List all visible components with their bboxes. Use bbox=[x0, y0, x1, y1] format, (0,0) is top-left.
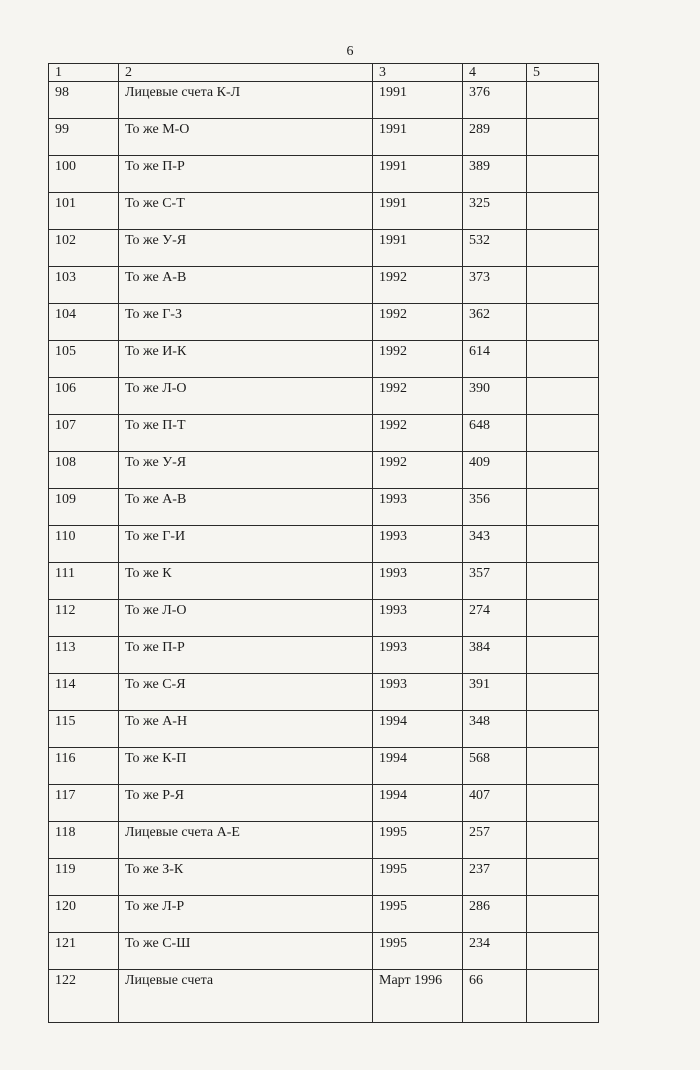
item-number-cell: 105 bbox=[49, 341, 119, 378]
item-number-cell: 108 bbox=[49, 452, 119, 489]
item-count-cell: 391 bbox=[463, 674, 527, 711]
item-number-cell: 117 bbox=[49, 785, 119, 822]
item-count-cell: 407 bbox=[463, 785, 527, 822]
item-count-cell: 356 bbox=[463, 489, 527, 526]
item-note-cell bbox=[527, 341, 599, 378]
item-count-cell: 325 bbox=[463, 193, 527, 230]
item-number-cell: 122 bbox=[49, 970, 119, 1023]
table-row bbox=[49, 193, 599, 230]
item-note-cell bbox=[527, 230, 599, 267]
item-year-cell: 1993 bbox=[373, 674, 463, 711]
item-note-cell bbox=[527, 859, 599, 896]
item-year-cell: 1991 bbox=[373, 119, 463, 156]
item-note-cell bbox=[527, 156, 599, 193]
item-year-cell: 1991 bbox=[373, 193, 463, 230]
table-row bbox=[49, 341, 599, 378]
table-row bbox=[49, 674, 599, 711]
table-row bbox=[49, 822, 599, 859]
item-title-cell: То же Л-О bbox=[119, 378, 373, 415]
item-number-cell: 102 bbox=[49, 230, 119, 267]
table-row bbox=[49, 230, 599, 267]
table-row bbox=[49, 748, 599, 785]
item-note-cell bbox=[527, 452, 599, 489]
item-title-cell: То же Г-З bbox=[119, 304, 373, 341]
item-number-cell: 101 bbox=[49, 193, 119, 230]
table-row bbox=[49, 267, 599, 304]
item-year-cell: 1995 bbox=[373, 822, 463, 859]
item-year-cell: 1991 bbox=[373, 82, 463, 119]
item-note-cell bbox=[527, 637, 599, 674]
item-title-cell: То же П-Т bbox=[119, 415, 373, 452]
item-title-cell: То же А-Н bbox=[119, 711, 373, 748]
item-year-cell: 1992 bbox=[373, 452, 463, 489]
item-title-cell: То же П-Р bbox=[119, 156, 373, 193]
table-row bbox=[49, 600, 599, 637]
table-row bbox=[49, 563, 599, 600]
item-note-cell bbox=[527, 415, 599, 452]
item-note-cell bbox=[527, 822, 599, 859]
item-note-cell bbox=[527, 970, 599, 1023]
item-year-cell: 1992 bbox=[373, 267, 463, 304]
table-row bbox=[49, 82, 599, 119]
item-year-cell: 1992 bbox=[373, 378, 463, 415]
item-count-cell: 289 bbox=[463, 119, 527, 156]
item-title-cell: То же Р-Я bbox=[119, 785, 373, 822]
item-number-cell: 116 bbox=[49, 748, 119, 785]
item-year-cell: 1992 bbox=[373, 415, 463, 452]
item-count-cell: 237 bbox=[463, 859, 527, 896]
item-title-cell: То же Л-Р bbox=[119, 896, 373, 933]
item-count-cell: 648 bbox=[463, 415, 527, 452]
item-number-cell: 106 bbox=[49, 378, 119, 415]
item-note-cell bbox=[527, 933, 599, 970]
item-title-cell: То же К-П bbox=[119, 748, 373, 785]
item-number-cell: 98 bbox=[49, 82, 119, 119]
item-title-cell: То же К bbox=[119, 563, 373, 600]
item-number-cell: 110 bbox=[49, 526, 119, 563]
item-title-cell: Лицевые счета bbox=[119, 970, 373, 1023]
item-count-cell: 66 bbox=[463, 970, 527, 1023]
item-title-cell: То же З-К bbox=[119, 859, 373, 896]
item-count-cell: 257 bbox=[463, 822, 527, 859]
item-count-cell: 384 bbox=[463, 637, 527, 674]
item-count-cell: 376 bbox=[463, 82, 527, 119]
table-row bbox=[49, 896, 599, 933]
item-count-cell: 614 bbox=[463, 341, 527, 378]
item-number-cell: 100 bbox=[49, 156, 119, 193]
item-year-cell: 1992 bbox=[373, 304, 463, 341]
column-header-2: 2 bbox=[119, 64, 373, 82]
item-year-cell: 1995 bbox=[373, 933, 463, 970]
item-year-cell: 1994 bbox=[373, 711, 463, 748]
item-number-cell: 115 bbox=[49, 711, 119, 748]
item-title-cell: Лицевые счета К-Л bbox=[119, 82, 373, 119]
item-year-cell: 1993 bbox=[373, 600, 463, 637]
item-number-cell: 111 bbox=[49, 563, 119, 600]
item-count-cell: 274 bbox=[463, 600, 527, 637]
table-row bbox=[49, 711, 599, 748]
item-number-cell: 109 bbox=[49, 489, 119, 526]
item-count-cell: 373 bbox=[463, 267, 527, 304]
item-note-cell bbox=[527, 378, 599, 415]
table-row bbox=[49, 304, 599, 341]
item-note-cell bbox=[527, 748, 599, 785]
item-number-cell: 107 bbox=[49, 415, 119, 452]
item-count-cell: 389 bbox=[463, 156, 527, 193]
item-number-cell: 113 bbox=[49, 637, 119, 674]
table-row bbox=[49, 637, 599, 674]
item-number-cell: 120 bbox=[49, 896, 119, 933]
item-note-cell bbox=[527, 304, 599, 341]
item-year-cell: 1994 bbox=[373, 748, 463, 785]
item-count-cell: 568 bbox=[463, 748, 527, 785]
item-title-cell: То же С-Т bbox=[119, 193, 373, 230]
table-row bbox=[49, 489, 599, 526]
item-year-cell: 1995 bbox=[373, 859, 463, 896]
table-row bbox=[49, 452, 599, 489]
item-note-cell bbox=[527, 563, 599, 600]
item-year-cell: 1993 bbox=[373, 489, 463, 526]
item-year-cell: 1991 bbox=[373, 156, 463, 193]
item-year-cell: 1991 bbox=[373, 230, 463, 267]
item-note-cell bbox=[527, 711, 599, 748]
item-number-cell: 112 bbox=[49, 600, 119, 637]
item-title-cell: Лицевые счета А-Е bbox=[119, 822, 373, 859]
item-year-cell: 1995 bbox=[373, 896, 463, 933]
item-count-cell: 532 bbox=[463, 230, 527, 267]
table-row bbox=[49, 933, 599, 970]
table-row bbox=[49, 415, 599, 452]
item-title-cell: То же А-В bbox=[119, 489, 373, 526]
table-row bbox=[49, 526, 599, 563]
item-title-cell: То же М-О bbox=[119, 119, 373, 156]
item-year-cell: 1993 bbox=[373, 563, 463, 600]
item-note-cell bbox=[527, 674, 599, 711]
item-title-cell: То же У-Я bbox=[119, 452, 373, 489]
item-year-cell: 1993 bbox=[373, 526, 463, 563]
item-note-cell bbox=[527, 267, 599, 304]
item-count-cell: 390 bbox=[463, 378, 527, 415]
column-header-5: 5 bbox=[527, 64, 599, 82]
item-count-cell: 409 bbox=[463, 452, 527, 489]
column-header-3: 3 bbox=[373, 64, 463, 82]
item-number-cell: 119 bbox=[49, 859, 119, 896]
table-row bbox=[49, 970, 599, 1023]
item-note-cell bbox=[527, 785, 599, 822]
table-row bbox=[49, 859, 599, 896]
item-count-cell: 362 bbox=[463, 304, 527, 341]
item-number-cell: 104 bbox=[49, 304, 119, 341]
item-year-cell: 1992 bbox=[373, 341, 463, 378]
item-number-cell: 114 bbox=[49, 674, 119, 711]
table-row bbox=[49, 119, 599, 156]
item-note-cell bbox=[527, 600, 599, 637]
item-year-cell: Март 1996 bbox=[373, 970, 463, 1023]
inventory-table bbox=[48, 63, 599, 1023]
item-title-cell: То же И-К bbox=[119, 341, 373, 378]
table-row bbox=[49, 378, 599, 415]
column-header-1: 1 bbox=[49, 64, 119, 82]
item-title-cell: То же С-Ш bbox=[119, 933, 373, 970]
item-count-cell: 348 bbox=[463, 711, 527, 748]
item-title-cell: То же Г-И bbox=[119, 526, 373, 563]
item-count-cell: 357 bbox=[463, 563, 527, 600]
item-title-cell: То же С-Я bbox=[119, 674, 373, 711]
item-title-cell: То же А-В bbox=[119, 267, 373, 304]
item-note-cell bbox=[527, 193, 599, 230]
item-title-cell: То же П-Р bbox=[119, 637, 373, 674]
item-count-cell: 234 bbox=[463, 933, 527, 970]
item-note-cell bbox=[527, 526, 599, 563]
item-note-cell bbox=[527, 489, 599, 526]
item-number-cell: 118 bbox=[49, 822, 119, 859]
item-year-cell: 1993 bbox=[373, 637, 463, 674]
item-title-cell: То же Л-О bbox=[119, 600, 373, 637]
item-number-cell: 121 bbox=[49, 933, 119, 970]
item-note-cell bbox=[527, 119, 599, 156]
column-header-4: 4 bbox=[463, 64, 527, 82]
item-note-cell bbox=[527, 82, 599, 119]
item-count-cell: 343 bbox=[463, 526, 527, 563]
item-count-cell: 286 bbox=[463, 896, 527, 933]
column-number-row bbox=[49, 64, 599, 82]
item-title-cell: То же У-Я bbox=[119, 230, 373, 267]
item-year-cell: 1994 bbox=[373, 785, 463, 822]
item-number-cell: 103 bbox=[49, 267, 119, 304]
page-number: 6 bbox=[346, 44, 354, 59]
item-number-cell: 99 bbox=[49, 119, 119, 156]
table-row bbox=[49, 156, 599, 193]
item-note-cell bbox=[527, 896, 599, 933]
table-row bbox=[49, 785, 599, 822]
